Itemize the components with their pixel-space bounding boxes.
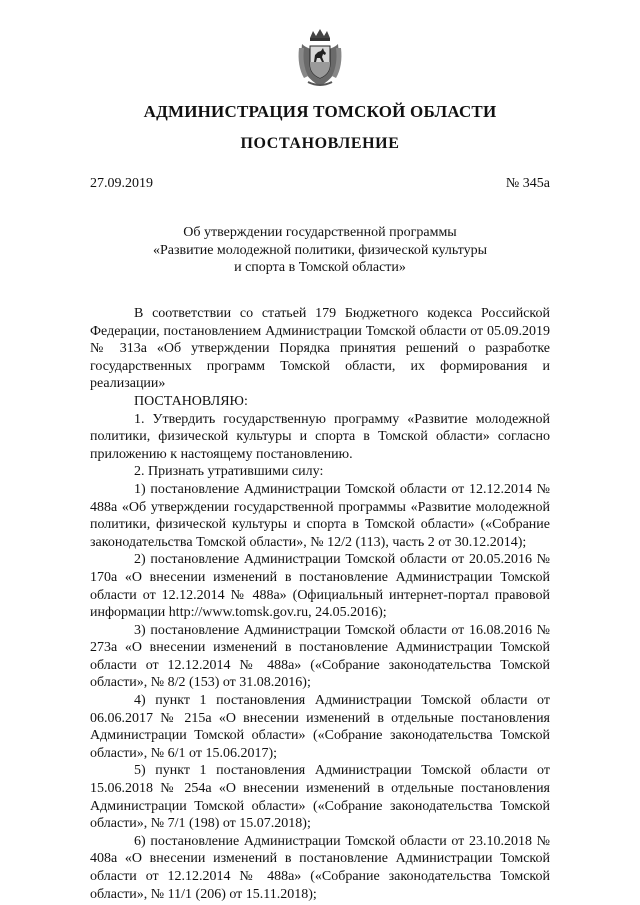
sub-item-6: 6) постановление Администрации Томской области от 23.10.2018 № 408а «О внесении изменений в постановление Администрации Томской области от 12.12.2014 № 488а» («Собрание законодательства Томской области», № 11/1 (206) от 15.11.2018); <box>90 833 550 902</box>
sub-item-4: 4) пункт 1 постановления Администрации Томской области от 06.06.2017 № 215а «О внесении изменений в отдельные постановления Администрации Томской области» («Собрание законодательства Томской области», № 6/1 от 15.06.2017); <box>90 693 550 761</box>
organization-title: АДМИНИСТРАЦИЯ ТОМСКОЙ ОБЛАСТИ <box>143 102 497 121</box>
document-type: ПОСТАНОВЛЕНИЕ <box>240 135 400 152</box>
subject-line-1: Об утверждении государственной программы <box>183 225 457 240</box>
subject-line-2: «Развитие молодежной политики, физической культуры <box>152 242 488 258</box>
sub-item-3: 3) постановление Администрации Томской области от 16.08.2016 № 273а «О внесении изменений в постановление Администрации Томской области от 12.12.2014 № 488а» («Собрание законодательства Томской области», № 8/2 (153) от 31.08.2016); <box>90 622 550 691</box>
sub-item-5: 5) пункт 1 постановления Администрации Томской области от 15.06.2018 № 254а «О внесении изменений в отдельные постановления Администрации Томской области» («Собрание законодательства Томской области», № 7/1 (198) от 15.07.2018); <box>90 763 550 832</box>
document-body <box>90 305 550 903</box>
preamble-paragraph: В соответствии со статьей 179 Бюджетного кодекса Российской Федерации, постановлением Администрации Томской области от 05.09.2019 № 313а «Об утверждении Порядка принятия решений о разработке государственных программ Томской области, их формирования и реализации» <box>90 306 550 392</box>
decree-word: ПОСТАНОВЛЯЮ: <box>134 393 248 409</box>
sub-item-1: 1) постановление Администрации Томской области от 12.12.2014 № 488а «Об утверждении государственной программы «Развитие молодежной политики, физической культуры и спорта в Томской области» («Собрание законодательства Томской области», № 12/2 (113), часть 2 от 30.12.2014); <box>90 481 550 550</box>
item-1-paragraph: 1. Утвердить государственную программу «Развитие молодежной политики, физической культуры и спорта в Томской области» согласно приложению к настоящему постановлению. <box>90 411 550 462</box>
document-date: 27.09.2019 <box>90 176 153 191</box>
coat-of-arms-icon <box>296 28 344 88</box>
item-2-paragraph: 2. Признать утратившими силу: <box>134 464 324 480</box>
document-subject <box>120 224 520 277</box>
subject-line-3: и спорта в Томской области» <box>234 260 406 275</box>
document-number: № 345а <box>505 176 550 191</box>
sub-item-2: 2) постановление Администрации Томской области от 20.05.2016 № 170а «О внесении изменений в постановление Администрации Томской области от 12.12.2014 № 488а» (Официальный интернет-портал правовой информации http://www.tomsk.gov.ru, 24.05.2016); <box>90 552 550 621</box>
